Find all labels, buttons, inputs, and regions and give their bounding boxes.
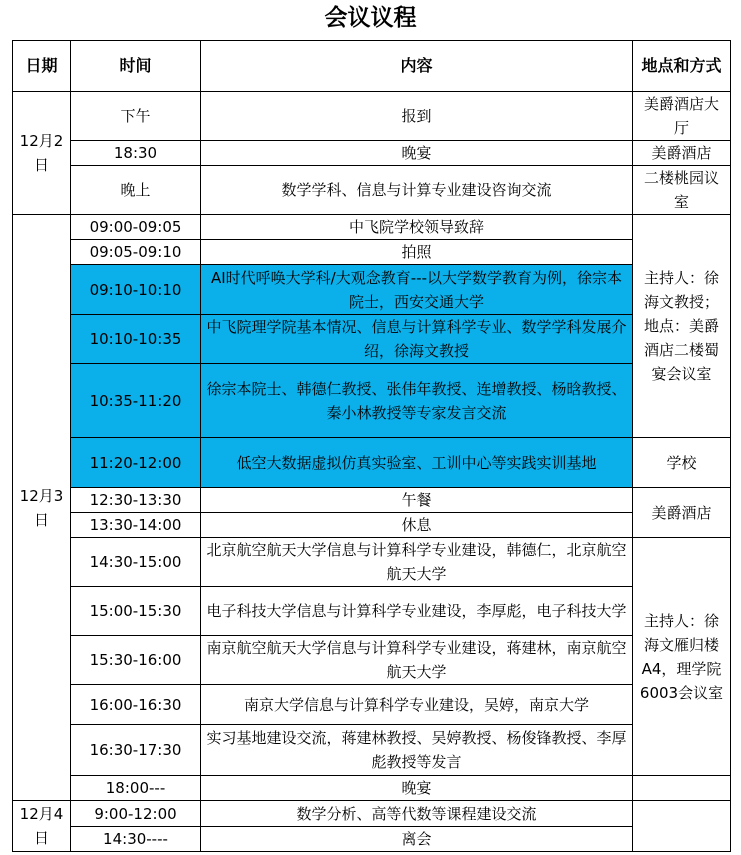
time-cell: 13:30-14:00 (71, 513, 201, 538)
table-row (13, 538, 731, 587)
time-cell: 16:00-16:30 (71, 685, 201, 725)
table-header-row (13, 41, 731, 92)
table-row (13, 166, 731, 215)
header-date: 日期 (13, 41, 71, 92)
place-cell: 美爵酒店大厅 (633, 92, 731, 141)
header-place: 地点和方式 (633, 41, 731, 92)
table-row (13, 685, 731, 725)
time-cell: 14:30-15:00 (71, 538, 201, 587)
time-cell-highlighted: 11:20-12:00 (71, 438, 201, 488)
table-row (13, 725, 731, 776)
time-cell-highlighted: 10:10-10:35 (71, 315, 201, 364)
table-row (13, 215, 731, 240)
content-cell-highlighted: AI时代呼唤大学科/大观念教育---以大学数学教育为例，徐宗本院士，西安交通大学 (201, 265, 633, 315)
table-row (13, 92, 731, 141)
table-row (13, 513, 731, 538)
table-row (13, 315, 731, 364)
time-cell: 15:00-15:30 (71, 587, 201, 636)
table-row (13, 587, 731, 636)
content-cell: 午餐 (201, 488, 633, 513)
time-cell: 09:00-09:05 (71, 215, 201, 240)
content-cell: 电子科技大学信息与计算科学专业建设，李厚彪，电子科技大学 (201, 587, 633, 636)
content-cell: 实习基地建设交流，蒋建林教授、吴婷教授、杨俊锋教授、李厚彪教授等发言 (201, 725, 633, 776)
content-cell: 报到 (201, 92, 633, 141)
time-cell: 18:30 (71, 141, 201, 166)
header-content: 内容 (201, 41, 633, 92)
place-cell-afternoon: 主持人：徐海文雁归楼A4，理学院6003会议室 (633, 538, 731, 776)
time-cell: 15:30-16:00 (71, 636, 201, 685)
table-row (13, 240, 731, 265)
header-time: 时间 (71, 41, 201, 92)
content-cell: 晚宴 (201, 141, 633, 166)
content-cell: 休息 (201, 513, 633, 538)
time-cell: 晚上 (71, 166, 201, 215)
place-cell-empty (633, 801, 731, 852)
place-cell-lunch: 美爵酒店 (633, 488, 731, 538)
content-cell: 数学分析、高等代数等课程建设交流 (201, 801, 633, 827)
place-cell: 美爵酒店 (633, 141, 731, 166)
content-cell: 离会 (201, 827, 633, 852)
time-cell-highlighted: 10:35-11:20 (71, 364, 201, 438)
table-row (13, 364, 731, 438)
time-cell: 12:30-13:30 (71, 488, 201, 513)
time-cell: 18:00--- (71, 776, 201, 801)
content-cell: 北京航空航天大学信息与计算科学专业建设，韩德仁，北京航空航天大学 (201, 538, 633, 587)
date-cell-day3: 12月4日 (13, 801, 71, 852)
table-row (13, 776, 731, 801)
table-row (13, 636, 731, 685)
content-cell-highlighted: 徐宗本院士、韩德仁教授、张伟年教授、连增教授、杨晗教授、秦小林教授等专家发言交流 (201, 364, 633, 438)
content-cell: 南京航空航天大学信息与计算科学专业建设，蒋建林，南京航空航天大学 (201, 636, 633, 685)
table-row (13, 827, 731, 852)
content-cell: 晚宴 (201, 776, 633, 801)
time-cell: 14:30---- (71, 827, 201, 852)
place-cell: 二楼桃园议室 (633, 166, 731, 215)
date-cell-day1: 12月2日 (13, 92, 71, 215)
table-row (13, 141, 731, 166)
table-row (13, 488, 731, 513)
table-row (13, 265, 731, 315)
date-cell-day2: 12月3日 (13, 215, 71, 801)
content-cell-highlighted: 低空大数据虚拟仿真实验室、工训中心等实践实训基地 (201, 438, 633, 488)
time-cell: 16:30-17:30 (71, 725, 201, 776)
place-cell-campus: 学校 (633, 438, 731, 488)
content-cell: 中飞院学校领导致辞 (201, 215, 633, 240)
content-cell: 数学学科、信息与计算专业建设咨询交流 (201, 166, 633, 215)
time-cell: 09:05-09:10 (71, 240, 201, 265)
page-title: 会议议程 (324, 5, 417, 31)
agenda-table (12, 40, 731, 852)
content-cell: 南京大学信息与计算科学专业建设，吴婷，南京大学 (201, 685, 633, 725)
table-row (13, 801, 731, 827)
time-cell-highlighted: 09:10-10:10 (71, 265, 201, 315)
time-cell: 下午 (71, 92, 201, 141)
content-cell: 拍照 (201, 240, 633, 265)
place-cell-empty (633, 776, 731, 801)
content-cell-highlighted: 中飞院理学院基本情况、信息与计算科学专业、数学学科发展介绍，徐海文教授 (201, 315, 633, 364)
time-cell: 9:00-12:00 (71, 801, 201, 827)
table-row (13, 438, 731, 488)
place-cell-morning: 主持人：徐海文教授；地点：美爵酒店二楼蜀宴会议室 (633, 215, 731, 438)
